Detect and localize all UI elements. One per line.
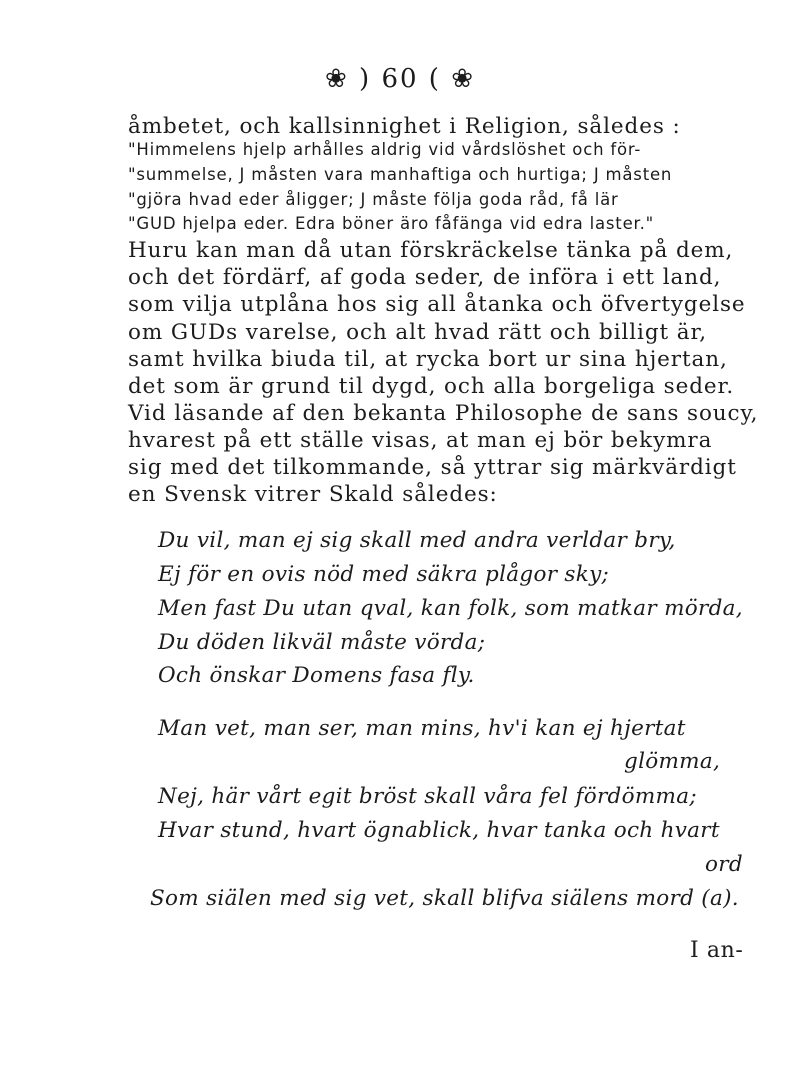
prose-line: Huru kan man då utan förskräckelse tänka på dem, — [128, 238, 734, 263]
quote-line: "GUD hjelpa eder. Edra böner äro fåfänga vid edra laster." — [128, 214, 655, 233]
prose-line: hvarest på ett ställe visas, at man ej bör bekymra — [128, 428, 713, 453]
prose-line: sig med det tilkommande, så yttrar sig märkvärdigt — [128, 455, 737, 480]
prose-line: en Svensk vitrer Skald således: — [128, 482, 498, 507]
verse-line: Man vet, man ser, man mins, hv'i kan ej hjertat — [158, 716, 686, 741]
verse-line: Och önskar Domens fasa fly. — [158, 663, 475, 688]
page-header: ❀ ) 60 ( ❀ — [325, 64, 475, 94]
prose-line: om GUDs varelse, och alt hvad rätt och billigt är, — [128, 320, 708, 345]
verse-turnover: ord — [705, 852, 743, 877]
verse-line: Som siälen med sig vet, skall blifva siälens mord (a). — [150, 886, 739, 911]
prose-line: åmbetet, och kallsinnighet i Religion, således : — [128, 114, 681, 139]
verse-line: Ej för en ovis nöd med säkra plågor sky; — [158, 562, 610, 587]
catchword: I an- — [690, 938, 744, 963]
quote-line: "summelse, J måsten vara manhaftiga och hurtiga; J måsten — [128, 165, 673, 184]
verse-line: Men fast Du utan qval, kan folk, som matkar mörda, — [158, 596, 743, 621]
quote-line: "gjöra hvad eder åligger; J måste följa goda råd, få lär — [128, 190, 619, 209]
verse-line: Nej, här vårt egit bröst skall våra fel fördömma; — [158, 784, 697, 809]
verse-turnover: glömma, — [624, 749, 721, 774]
prose-line: samt hvilka biuda til, at rycka bort ur sina hjertan, — [128, 347, 728, 372]
prose-line: det som är grund til dygd, och alla borgeliga seder. — [128, 374, 735, 399]
verse-line: Du vil, man ej sig skall med andra verldar bry, — [158, 528, 676, 553]
prose-line: Vid läsande af den bekanta Philosophe de sans soucy, — [128, 401, 759, 426]
prose-line: och det fördärf, af goda seder, de införa i ett land, — [128, 265, 722, 290]
verse-line: Du döden likväl måste vörda; — [158, 630, 486, 655]
quote-line: "Himmelens hjelp arhålles aldrig vid vårdslöshet och för- — [128, 140, 642, 159]
prose-line: som vilja utplåna hos sig all åtanka och öfvertygelse — [128, 292, 746, 317]
verse-line: Hvar stund, hvart ögnablick, hvar tanka och hvart — [158, 818, 720, 843]
